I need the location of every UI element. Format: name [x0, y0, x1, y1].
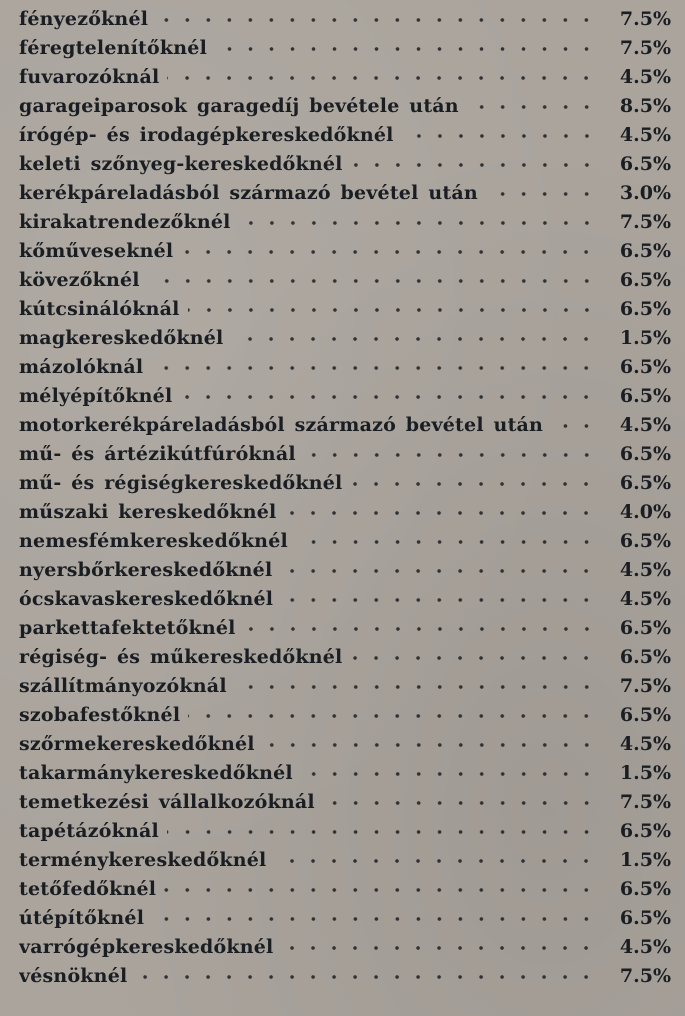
rate-label: szállítmányozóknál [19, 675, 227, 697]
rate-label: műszaki kereskedőknél [19, 501, 277, 523]
dot-leader [181, 249, 597, 255]
rate-value: 6.5% [619, 530, 671, 552]
rate-value: 6.5% [619, 269, 671, 291]
rate-row [19, 150, 671, 179]
dot-leader [235, 684, 597, 690]
rate-value: 6.5% [619, 443, 671, 465]
rate-value: 3.0% [619, 182, 671, 204]
rate-row [19, 730, 671, 759]
rate-label: keleti szőnyeg-kereskedőknél [19, 153, 343, 175]
dot-leader [152, 916, 597, 922]
dot-leader [151, 365, 597, 371]
rate-label: fényezőknél [19, 8, 149, 30]
rate-row [19, 440, 671, 469]
rate-label: parkettafektetőknél [19, 617, 236, 639]
rate-row [19, 788, 671, 817]
rate-row [19, 295, 671, 324]
dot-leader [284, 510, 597, 516]
rate-value: 1.5% [619, 762, 671, 784]
dot-leader [280, 568, 597, 574]
rate-value: 7.5% [619, 791, 671, 813]
rate-value: 6.5% [619, 472, 671, 494]
dot-leader [301, 771, 597, 777]
rate-list [19, 5, 671, 991]
rate-label: varrógépkereskedőknél [19, 936, 274, 958]
rate-label: nemesfémkereskedőknél [19, 530, 288, 552]
rate-label: kövezőknél [19, 269, 140, 291]
dot-leader [281, 597, 597, 603]
rate-label: tapétázóknál [19, 820, 159, 842]
rate-label: szobafestőknél [19, 704, 181, 726]
rate-value: 4.5% [619, 559, 671, 581]
dot-leader [188, 713, 597, 719]
rate-row [19, 527, 671, 556]
rate-row [19, 904, 671, 933]
rate-label: tetőfedőknél [19, 878, 157, 900]
dot-leader [467, 104, 597, 110]
rate-value: 6.5% [619, 878, 671, 900]
rate-row [19, 469, 671, 498]
rate-row [19, 237, 671, 266]
dot-leader [239, 220, 597, 226]
rate-value: 4.0% [619, 501, 671, 523]
rate-row [19, 585, 671, 614]
dot-leader [274, 858, 597, 864]
rate-label: kirakatrendezőknél [19, 211, 231, 233]
rate-value: 6.5% [619, 704, 671, 726]
dot-leader [350, 481, 597, 487]
rate-row [19, 556, 671, 585]
rate-label: fuvarozóknál [19, 66, 160, 88]
rate-row [19, 614, 671, 643]
rate-label: mű- és régiségkereskedőknél [19, 472, 343, 494]
rate-value: 6.5% [619, 617, 671, 639]
rate-row [19, 962, 671, 991]
dot-leader [135, 974, 597, 980]
rate-label: kerékpáreladásból származó bevétel után [19, 182, 478, 204]
rate-label: motorkerékpáreladásból származó bevétel után [19, 414, 544, 436]
rate-value: 6.5% [619, 385, 671, 407]
rate-value: 4.5% [619, 66, 671, 88]
rate-row [19, 266, 671, 295]
rate-label: ócskavaskereskedőknél [19, 588, 274, 610]
dot-leader [351, 162, 597, 168]
dot-leader [402, 133, 597, 139]
rate-row [19, 63, 671, 92]
rate-label: garageiparosok garagedíj bevétele után [19, 95, 459, 117]
rate-row [19, 498, 671, 527]
rate-value: 4.5% [619, 588, 671, 610]
rate-label: temetkezési vállalkozóknál [19, 791, 315, 813]
rate-label: terménykereskedőknél [19, 849, 267, 871]
rate-label: takarmánykereskedőknél [19, 762, 293, 784]
rate-label: mázolóknál [19, 356, 144, 378]
rate-label: féregtelenítőknél [19, 37, 207, 59]
rate-label: kőműveseknél [19, 240, 174, 262]
rate-value: 6.5% [619, 646, 671, 668]
dot-leader [164, 887, 597, 893]
rate-value: 6.5% [619, 153, 671, 175]
rate-label: szőrmekereskedőknél [19, 733, 255, 755]
dot-leader [167, 75, 597, 81]
rate-label: nyersbőrkereskedőknél [19, 559, 273, 581]
rate-row [19, 875, 671, 904]
rate-label: mélyépítőknél [19, 385, 173, 407]
rate-value: 4.5% [619, 733, 671, 755]
dot-leader [304, 452, 597, 458]
dot-leader [350, 655, 597, 661]
dot-leader [323, 800, 597, 806]
dot-leader [296, 539, 597, 545]
rate-row [19, 672, 671, 701]
dot-leader [486, 191, 597, 197]
dot-leader [167, 829, 597, 835]
rate-label: vésnöknél [19, 965, 128, 987]
rate-value: 7.5% [619, 211, 671, 233]
rate-row [19, 846, 671, 875]
rate-value: 4.5% [619, 124, 671, 146]
rate-value: 6.5% [619, 820, 671, 842]
rate-value: 7.5% [619, 675, 671, 697]
rate-row [19, 382, 671, 411]
rate-row [19, 208, 671, 237]
dot-leader [551, 423, 597, 429]
rate-label: régiség- és műkereskedőknél [19, 646, 343, 668]
rate-value: 7.5% [619, 965, 671, 987]
rate-row [19, 324, 671, 353]
rate-label: mű- és ártézikútfúróknál [19, 443, 296, 465]
rate-value: 7.5% [619, 37, 671, 59]
rate-value: 6.5% [619, 298, 671, 320]
rate-row [19, 817, 671, 846]
rate-row [19, 179, 671, 208]
rate-row [19, 121, 671, 150]
rate-row [19, 34, 671, 63]
dot-leader [215, 46, 597, 52]
rate-row [19, 5, 671, 34]
rate-row [19, 643, 671, 672]
rate-value: 7.5% [619, 8, 671, 30]
dot-leader [263, 742, 597, 748]
rate-value: 1.5% [619, 849, 671, 871]
dot-leader [244, 626, 597, 632]
dot-leader [188, 307, 597, 313]
rate-label: kútcsinálóknál [19, 298, 180, 320]
rate-row [19, 353, 671, 382]
rate-value: 4.5% [619, 414, 671, 436]
rate-value: 4.5% [619, 936, 671, 958]
rate-row [19, 933, 671, 962]
rate-value: 1.5% [619, 327, 671, 349]
rate-label: magkereskedőknél [19, 327, 224, 349]
dot-leader [281, 945, 597, 951]
rate-value: 6.5% [619, 240, 671, 262]
rate-row [19, 411, 671, 440]
rate-label: útépítőknél [19, 907, 145, 929]
rate-row [19, 92, 671, 121]
dot-leader [231, 336, 597, 342]
dot-leader [156, 17, 597, 23]
rate-value: 8.5% [619, 95, 671, 117]
rate-value: 6.5% [619, 356, 671, 378]
rate-row [19, 701, 671, 730]
rate-value: 6.5% [619, 907, 671, 929]
dot-leader [148, 278, 597, 284]
rate-label: írógép- és irodagépkereskedőknél [19, 124, 394, 146]
dot-leader [180, 394, 597, 400]
rate-row [19, 759, 671, 788]
